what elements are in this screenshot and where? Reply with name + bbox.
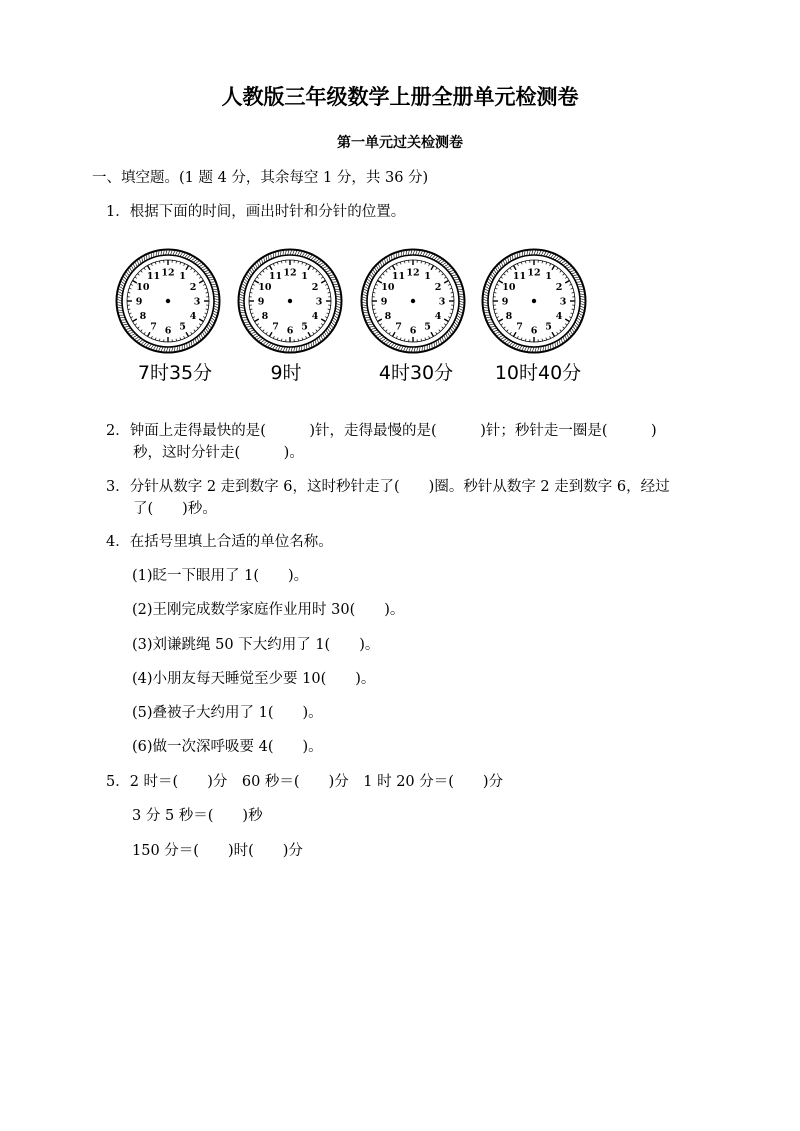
question-5-line-3: 150 分＝( )时( )分 [132,843,303,859]
clock-number: 12 [161,267,175,279]
clock-number: 9 [257,296,265,308]
clock-number: 10 [258,281,272,293]
question-3-line-2: 了( )秒。 [133,501,217,517]
clock-label-4: 10时40分 [494,362,582,384]
clock-label-1: 7时35分 [137,362,213,384]
clock-center-dot [166,299,170,303]
clock-number: 4 [189,310,197,322]
clock-number: 5 [179,321,186,333]
clock-number: 6 [286,325,294,337]
clock-label-2: 9时 [270,362,302,384]
page-subtitle: 第一单元过关检测卷 [337,135,463,151]
clock-number: 9 [501,296,509,308]
question-4-item-4: (4)小朋友每天睡觉至少要 10( )。 [132,671,376,687]
clock-number: 4 [311,310,319,322]
clock-center-dot [288,299,292,303]
clock-number: 10 [381,281,395,293]
clock-number: 2 [311,281,319,293]
clock-number: 4 [555,310,563,322]
clock-number: 12 [283,267,297,279]
clock-number: 1 [179,271,186,283]
clock-number: 3 [559,296,567,308]
question-2-line-1: 2．钟面上走得最快的是( )针，走得最慢的是( )针；秒针走一圈是( ) [106,423,657,439]
clock-number: 7 [150,321,157,333]
clock-number: 7 [516,321,523,333]
clock-number: 3 [438,296,446,308]
question-2-line-2: 秒，这时分针走( )。 [133,445,304,461]
clock-number: 5 [545,321,552,333]
clock-number: 7 [395,321,402,333]
clock-number: 6 [530,325,538,337]
question-4-item-2: (2)王刚完成数学家庭作业用时 30( )。 [132,602,405,618]
clock-number: 2 [434,281,442,293]
clock-number: 8 [261,310,269,322]
question-4-item-1: (1)眨一下眼用了 1( )。 [132,568,309,584]
question-5-line-1: 5．2 时＝( )分 60 秒＝( )分 1 时 20 分＝( )分 [106,774,504,790]
clock-number: 1 [545,271,552,283]
clock-face-3[interactable] [360,248,466,354]
clock-center-dot [411,299,415,303]
clock-number: 9 [135,296,143,308]
clock-face-2[interactable] [237,248,343,354]
question-4-item-3: (3)刘谦跳绳 50 下大约用了 1( )。 [132,637,380,653]
clock-number: 2 [555,281,563,293]
clock-number: 6 [164,325,172,337]
page-title: 人教版三年级数学上册全册单元检测卷 [221,85,579,109]
question-4-text: 4．在括号里填上合适的单位名称。 [106,534,333,550]
clock-number: 4 [434,310,442,322]
clock-face-1[interactable] [115,248,221,354]
section-heading: 一、填空题。(1 题 4 分，其余每空 1 分，共 36 分) [92,170,429,186]
clock-number: 11 [512,271,527,283]
clock-number: 3 [315,296,323,308]
question-3-line-1: 3．分针从数字 2 走到数字 6，这时秒针走了( )圈。秒针从数字 2 走到数字 6，经过 [106,479,670,495]
clock-number: 11 [146,271,161,283]
clock-number: 1 [424,271,431,283]
clock-number: 12 [527,267,541,279]
clock-number: 1 [301,271,308,283]
clock-face-4[interactable] [481,248,587,354]
clock-number: 10 [502,281,516,293]
clock-label-3: 4时30分 [378,362,454,384]
clock-number: 7 [272,321,279,333]
clock-number: 11 [268,271,283,283]
clock-number: 8 [139,310,147,322]
clock-number: 5 [301,321,308,333]
clock-number: 12 [406,267,420,279]
clock-number: 8 [505,310,513,322]
question-1-text: 1．根据下面的时间，画出时针和分针的位置。 [106,204,406,220]
clock-number: 3 [193,296,201,308]
question-5-line-2: 3 分 5 秒＝( )秒 [132,808,263,824]
question-4-item-5: (5)叠被子大约用了 1( )。 [132,705,323,721]
question-4-item-6: (6)做一次深呼吸要 4( )。 [132,739,323,755]
clock-number: 8 [384,310,392,322]
clock-number: 6 [409,325,417,337]
clock-number: 9 [380,296,388,308]
clock-number: 11 [391,271,406,283]
clock-center-dot [532,299,536,303]
clock-number: 2 [189,281,197,293]
clock-number: 10 [136,281,150,293]
clock-number: 5 [424,321,431,333]
